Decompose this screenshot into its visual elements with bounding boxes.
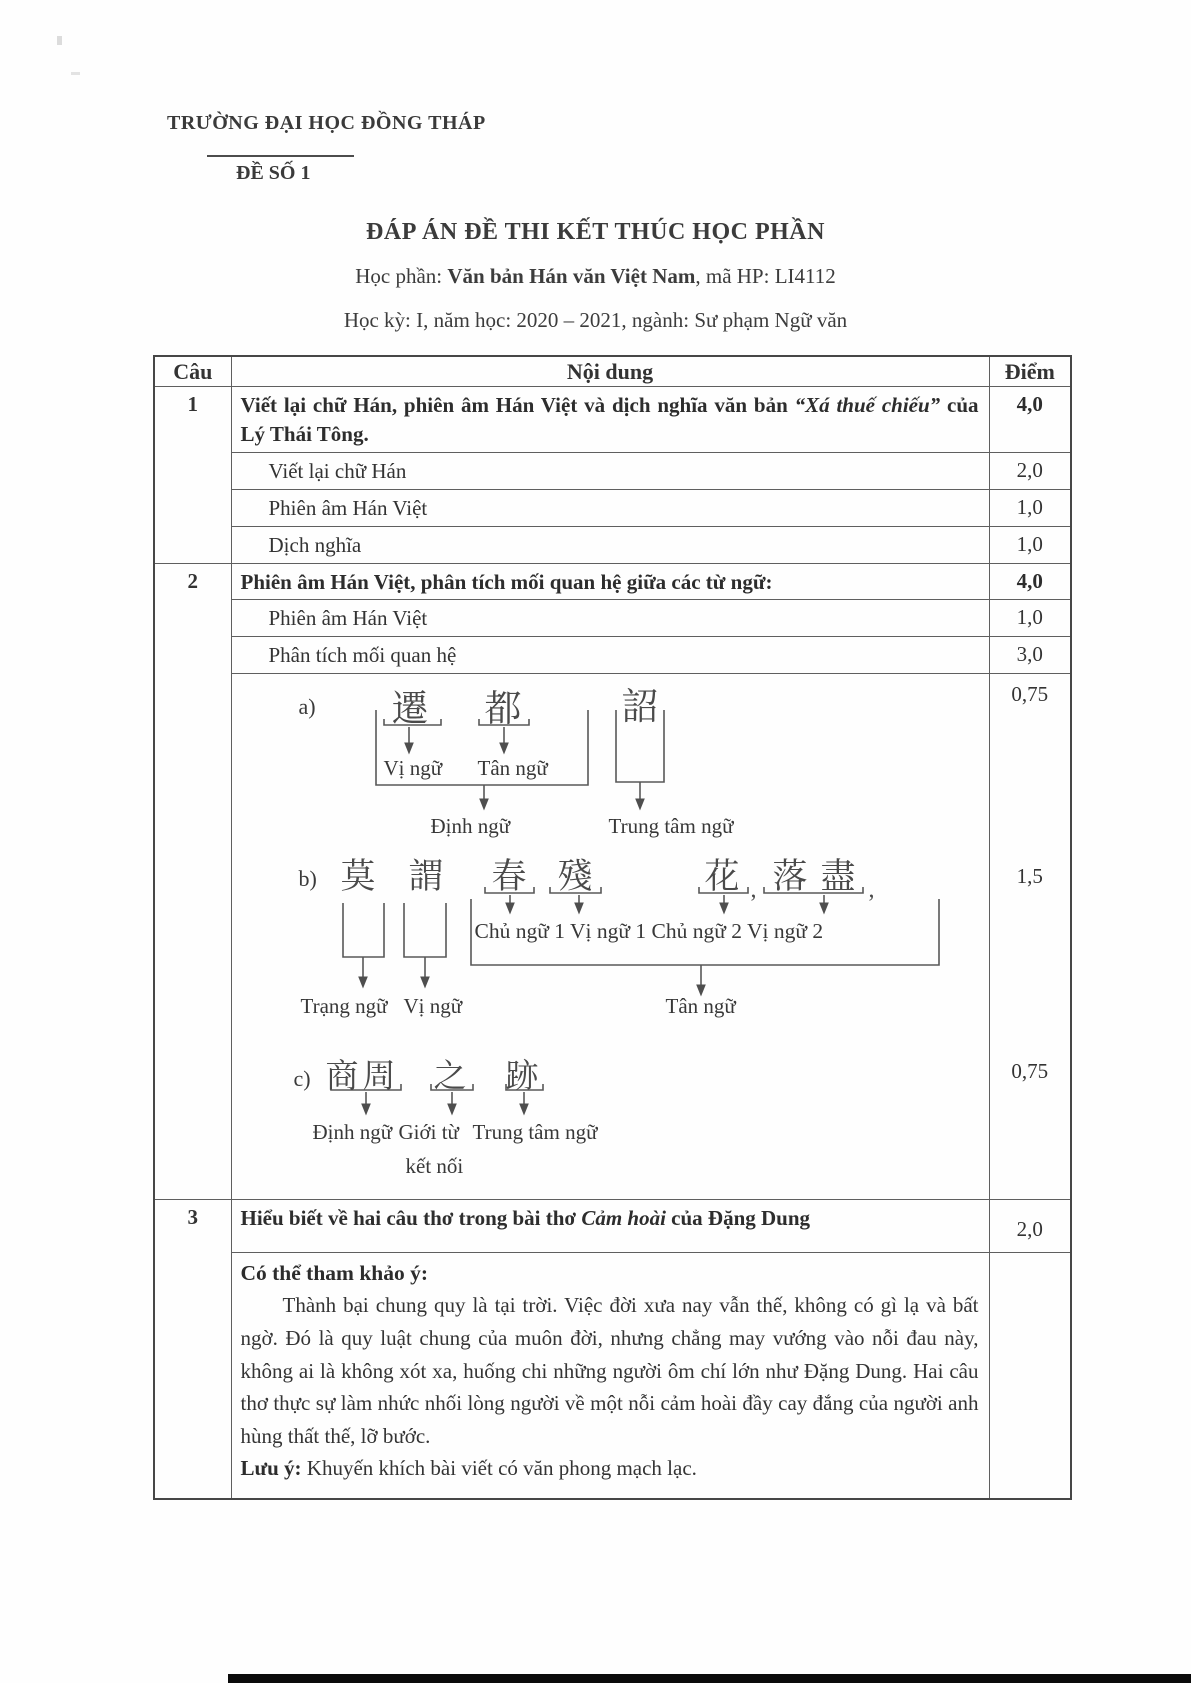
comma-mark: ,	[868, 877, 875, 903]
answer-body: Thành bại chung quy là tại trời. Việc đời xưa nay vẫn thế, không có gì lạ và bất ngờ. Đó là quy luật chung của muôn đời, nhưng chẳng may vướng vào nỗi đau này, không ai là không xót xa, huống chi những người ôm chí lớn như Đặng Dung. Hai câu thơ thực sự làm nhức nhối lòng người về một nỗi cảm hoài đầy cay đắng của người anh hùng thất thế, lỡ bước.	[240, 1293, 979, 1449]
question-3-title-text: Hiểu biết về hai câu thơ trong bài thơ	[240, 1206, 582, 1230]
header-rule	[207, 155, 354, 157]
empty-points-cell	[989, 1253, 1071, 1499]
question-1-number: 1	[154, 386, 231, 563]
comma-mark: ,	[750, 877, 757, 903]
school-name: TRƯỜNG ĐẠI HỌC ĐỒNG THÁP	[167, 112, 486, 134]
question-3-title-italic: Cảm hoài	[581, 1206, 666, 1230]
role-trung-tam-ngu-c: Trung tâm ngữ	[472, 1120, 598, 1144]
course-label: Học phần:	[355, 264, 448, 288]
criteria-row	[154, 489, 1071, 526]
question-1-title-text: Viết lại chữ Hán, phiên âm Hán Việt và dịch nghĩa văn bản	[240, 392, 795, 417]
question-1-title-suffix: của Lý Thái Tông.	[240, 392, 979, 447]
role-tan-ngu-b: Tân ngữ	[665, 994, 736, 1018]
question-1-points: 4,0	[989, 386, 1071, 453]
hanzi-hoa: 花	[704, 857, 740, 897]
diagram-a-label: a)	[298, 694, 316, 719]
criteria-points: 2,0	[989, 453, 1071, 490]
role-vi-ngu-a: Vị ngữ	[383, 756, 443, 780]
hanzi-tich: 跡	[505, 1056, 539, 1095]
criteria-row	[154, 526, 1071, 563]
question-3-number: 3	[154, 1200, 231, 1499]
criteria-points: 1,0	[989, 600, 1071, 637]
col-header-points: Điểm	[989, 356, 1071, 386]
answer-row	[154, 1253, 1071, 1499]
document-title: ĐÁP ÁN ĐỀ THI KẾT THÚC HỌC PHẦN	[366, 219, 825, 245]
grammar-diagrams-cell	[231, 674, 989, 1200]
diagram-row	[154, 674, 1071, 1200]
question-1-title-italic: “Xá thuế chiếu”	[794, 392, 941, 417]
hanzi-mac: 莫	[340, 857, 376, 897]
col-header-question: Câu	[154, 356, 231, 386]
criteria-row	[154, 637, 1071, 674]
hanzi-xuan: 春	[491, 857, 527, 897]
course-name: Văn bản Hán văn Việt Nam	[447, 264, 696, 288]
criteria-label: Phiên âm Hán Việt	[231, 600, 989, 637]
question-2-title: Phiên âm Hán Việt, phân tích mối quan hệ giữa các từ ngữ:	[231, 563, 989, 600]
role-vi-ngu-b: Vị ngữ	[403, 994, 463, 1018]
criteria-row	[154, 600, 1071, 637]
role-dinh-ngu-c: Định ngữ	[312, 1120, 393, 1144]
criteria-points: 1,0	[989, 526, 1071, 563]
question-1-title	[231, 386, 989, 453]
hanzi-vi: 謂	[408, 857, 444, 897]
exam-number: ĐỀ SỐ 1	[236, 162, 311, 184]
question-2-points: 4,0	[989, 563, 1071, 600]
scan-artifact	[71, 72, 80, 75]
hanzi-chi: 之	[433, 1056, 467, 1095]
roles-chu-vi-ngu: Chủ ngữ 1 Vị ngữ 1 Chủ ngữ 2 Vị ngữ 2	[474, 919, 824, 943]
course-code: , mã HP: LI4112	[695, 264, 836, 288]
role-gioi-tu-line1: Giới từ	[398, 1120, 459, 1144]
scan-edge-bar	[228, 1674, 1191, 1683]
question-2-row	[154, 563, 1071, 600]
criteria-label: Phiên âm Hán Việt	[231, 489, 989, 526]
hanzi-do: 都	[484, 687, 522, 730]
answer-heading: Có thể tham khảo ý:	[240, 1261, 429, 1285]
hanzi-thien: 遷	[391, 687, 429, 730]
role-trang-ngu-b: Trạng ngữ	[300, 994, 388, 1018]
criteria-points: 1,0	[989, 489, 1071, 526]
hanzi-thuong: 商	[325, 1056, 359, 1095]
criteria-label: Viết lại chữ Hán	[231, 453, 989, 490]
answer-key-table	[153, 355, 1072, 1500]
question-2-number: 2	[154, 563, 231, 1199]
answer-note	[241, 1453, 979, 1485]
hanzi-chieu: 詔	[621, 685, 659, 728]
semester-line: Học kỳ: I, năm học: 2020 – 2021, ngành: Sư phạm Ngữ văn	[343, 308, 848, 332]
diagram-c-label: c)	[293, 1066, 311, 1091]
answer-note-label: Lưu ý:	[240, 1455, 302, 1480]
role-gioi-tu-line2: kết nối	[405, 1154, 464, 1178]
col-header-content: Nội dung	[231, 356, 989, 386]
hanzi-tan2: 盡	[820, 857, 856, 897]
table-header-row	[154, 356, 1071, 386]
criteria-label: Dịch nghĩa	[231, 526, 989, 563]
question-3-title-suffix: của Đặng Dung	[665, 1206, 811, 1230]
question-1-row	[154, 386, 1071, 453]
criteria-label: Phân tích mối quan hệ	[231, 637, 989, 674]
diagram-b-label: b)	[298, 866, 317, 891]
diagram-a-points: 0,75	[1011, 682, 1049, 706]
question-3-points: 2,0	[989, 1200, 1071, 1253]
hanzi-lac: 落	[772, 857, 808, 897]
criteria-row	[154, 453, 1071, 490]
role-dinh-ngu-a: Định ngữ	[430, 814, 511, 838]
answer-cell	[231, 1253, 989, 1499]
role-tan-ngu-a: Tân ngữ	[477, 756, 548, 780]
criteria-points: 3,0	[989, 637, 1071, 674]
hanzi-chu: 周	[362, 1056, 396, 1095]
diagram-points-cell	[989, 674, 1071, 1200]
question-3-title	[231, 1200, 989, 1253]
course-line	[0, 264, 1191, 289]
grammar-diagrams	[232, 674, 988, 1198]
answer-note-text: Khuyến khích bài viết có văn phong mạch lạc.	[301, 1455, 697, 1480]
scan-artifact	[57, 36, 62, 45]
diagram-b-points: 1,5	[1016, 864, 1043, 888]
diagram-c-points: 0,75	[1011, 1059, 1049, 1083]
role-trung-tam-ngu-a: Trung tâm ngữ	[608, 814, 734, 838]
question-3-row	[154, 1200, 1071, 1253]
hanzi-tan: 殘	[557, 857, 593, 897]
